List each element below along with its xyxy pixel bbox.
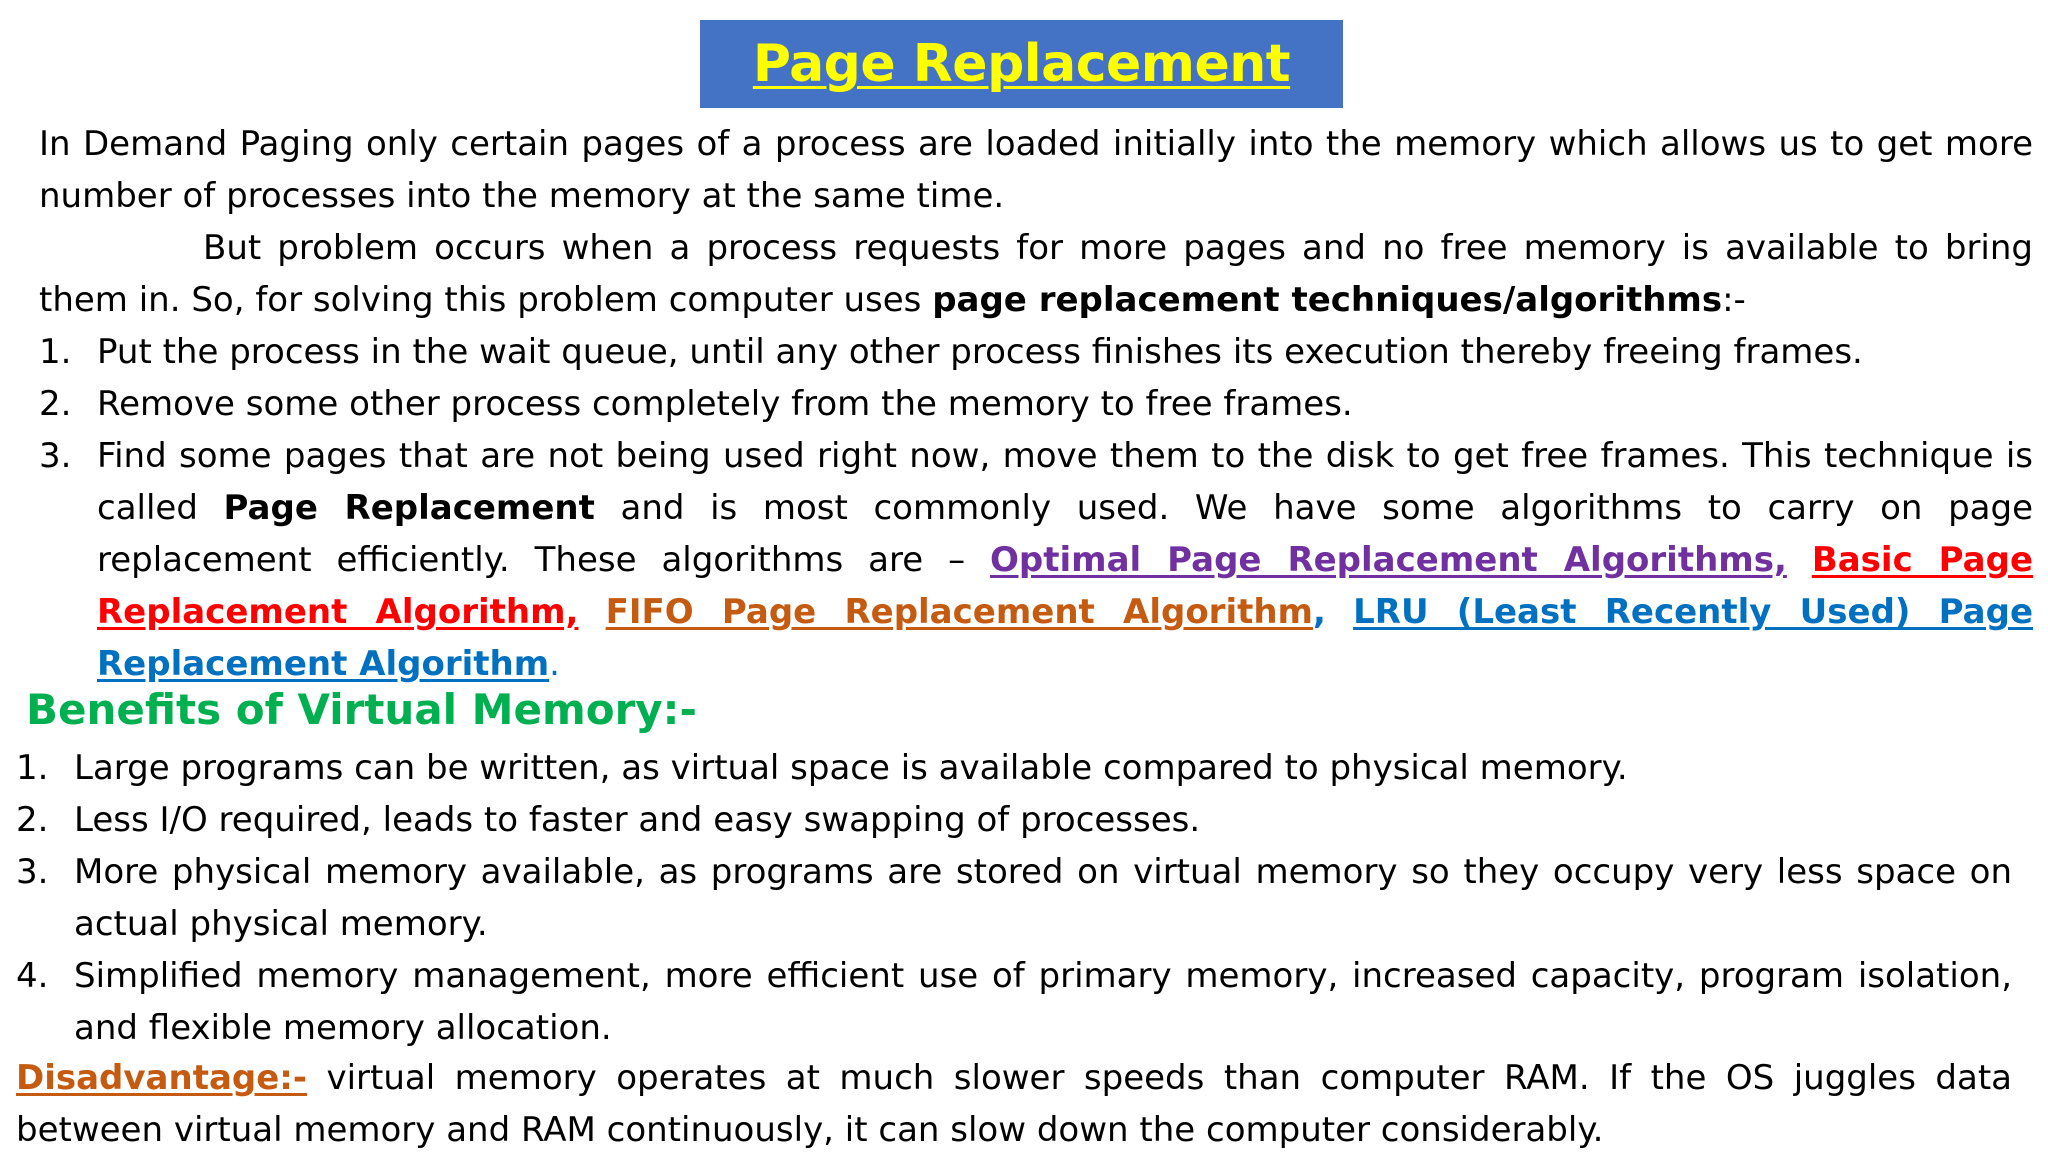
intro-section xyxy=(39,118,2033,326)
list-text: Large programs can be written, as virtual space is available compared to physical memory. xyxy=(74,748,1628,788)
intro-paragraph-2 xyxy=(39,222,2033,326)
intro-p2-start: But problem occurs when a process requests for more pages and no free memory is available to bring them in. So, for solving this problem computer uses xyxy=(39,228,2033,320)
list-text: More physical memory available, as programs are stored on virtual memory so they occupy very less space on actual physical memory. xyxy=(74,852,2012,944)
list-text: Simplified memory management, more efficient use of primary memory, increased capacity, program isolation, and flexible memory allocation. xyxy=(74,956,2012,1048)
page-title: Page Replacement xyxy=(752,34,1291,94)
title-banner xyxy=(700,20,1343,108)
end-dot: . xyxy=(549,644,560,684)
benefits-heading: Benefits of Virtual Memory:- xyxy=(26,685,697,734)
list-number: 1. xyxy=(39,332,72,372)
list-item xyxy=(39,430,2033,690)
list-item xyxy=(16,742,2012,794)
list-item xyxy=(16,950,2012,1054)
benefits-list xyxy=(16,742,2012,1054)
link-optimal-algorithm[interactable]: Optimal Page Replacement Algorithms, xyxy=(990,540,1787,580)
link-fifo-algorithm[interactable]: FIFO Page Replacement Algorithm xyxy=(605,592,1313,632)
list-number: 1. xyxy=(16,748,49,788)
link-lru-algorithm[interactable]: LRU (Least Recently Used) Page Replacement Algorithm xyxy=(97,592,2034,684)
list-text xyxy=(97,430,2033,690)
list-number: 3. xyxy=(16,852,49,892)
list-item xyxy=(16,846,2012,950)
list-number: 2. xyxy=(16,800,49,840)
replacement-steps-list xyxy=(39,326,2033,690)
list-item xyxy=(39,378,2033,430)
list-number: 3. xyxy=(39,436,72,476)
list-item xyxy=(39,326,2033,378)
disadvantage-paragraph xyxy=(16,1052,2012,1156)
list-text: Put the process in the wait queue, until any other process finishes its execution thereby freeing frames. xyxy=(97,332,1863,372)
intro-p2-end: :- xyxy=(1722,280,1746,320)
list-text: Remove some other process completely from the memory to free frames. xyxy=(97,384,1353,424)
list-number: 4. xyxy=(16,956,49,996)
step3-bold: Page Replacement xyxy=(223,488,595,528)
step3-mid: and is most commonly used. We have some algorithms to carry on page replacement efficiently. These algorithms are – xyxy=(97,488,2033,580)
list-item xyxy=(16,794,2012,846)
list-number: 2. xyxy=(39,384,72,424)
disadvantage-text: virtual memory operates at much slower speeds than computer RAM. If the OS juggles data between virtual memory and RAM continuously, it can slow down the computer considerably. xyxy=(16,1058,2012,1150)
link-basic-algorithm[interactable]: Basic Page Replacement Algorithm, xyxy=(97,540,2034,632)
link-separator: , xyxy=(1312,592,1326,632)
intro-p2-bold: page replacement techniques/algorithms xyxy=(932,280,1723,320)
list-text: Less I/O required, leads to faster and easy swapping of processes. xyxy=(74,800,1201,840)
disadvantage-label: Disadvantage:- xyxy=(16,1058,308,1098)
step3-start: Find some pages that are not being used right now, move them to the disk to get free frames. This technique is called xyxy=(97,436,2033,528)
intro-paragraph-1: In Demand Paging only certain pages of a process are loaded initially into the memory which allows us to get more number of processes into the memory at the same time. xyxy=(39,124,2033,216)
